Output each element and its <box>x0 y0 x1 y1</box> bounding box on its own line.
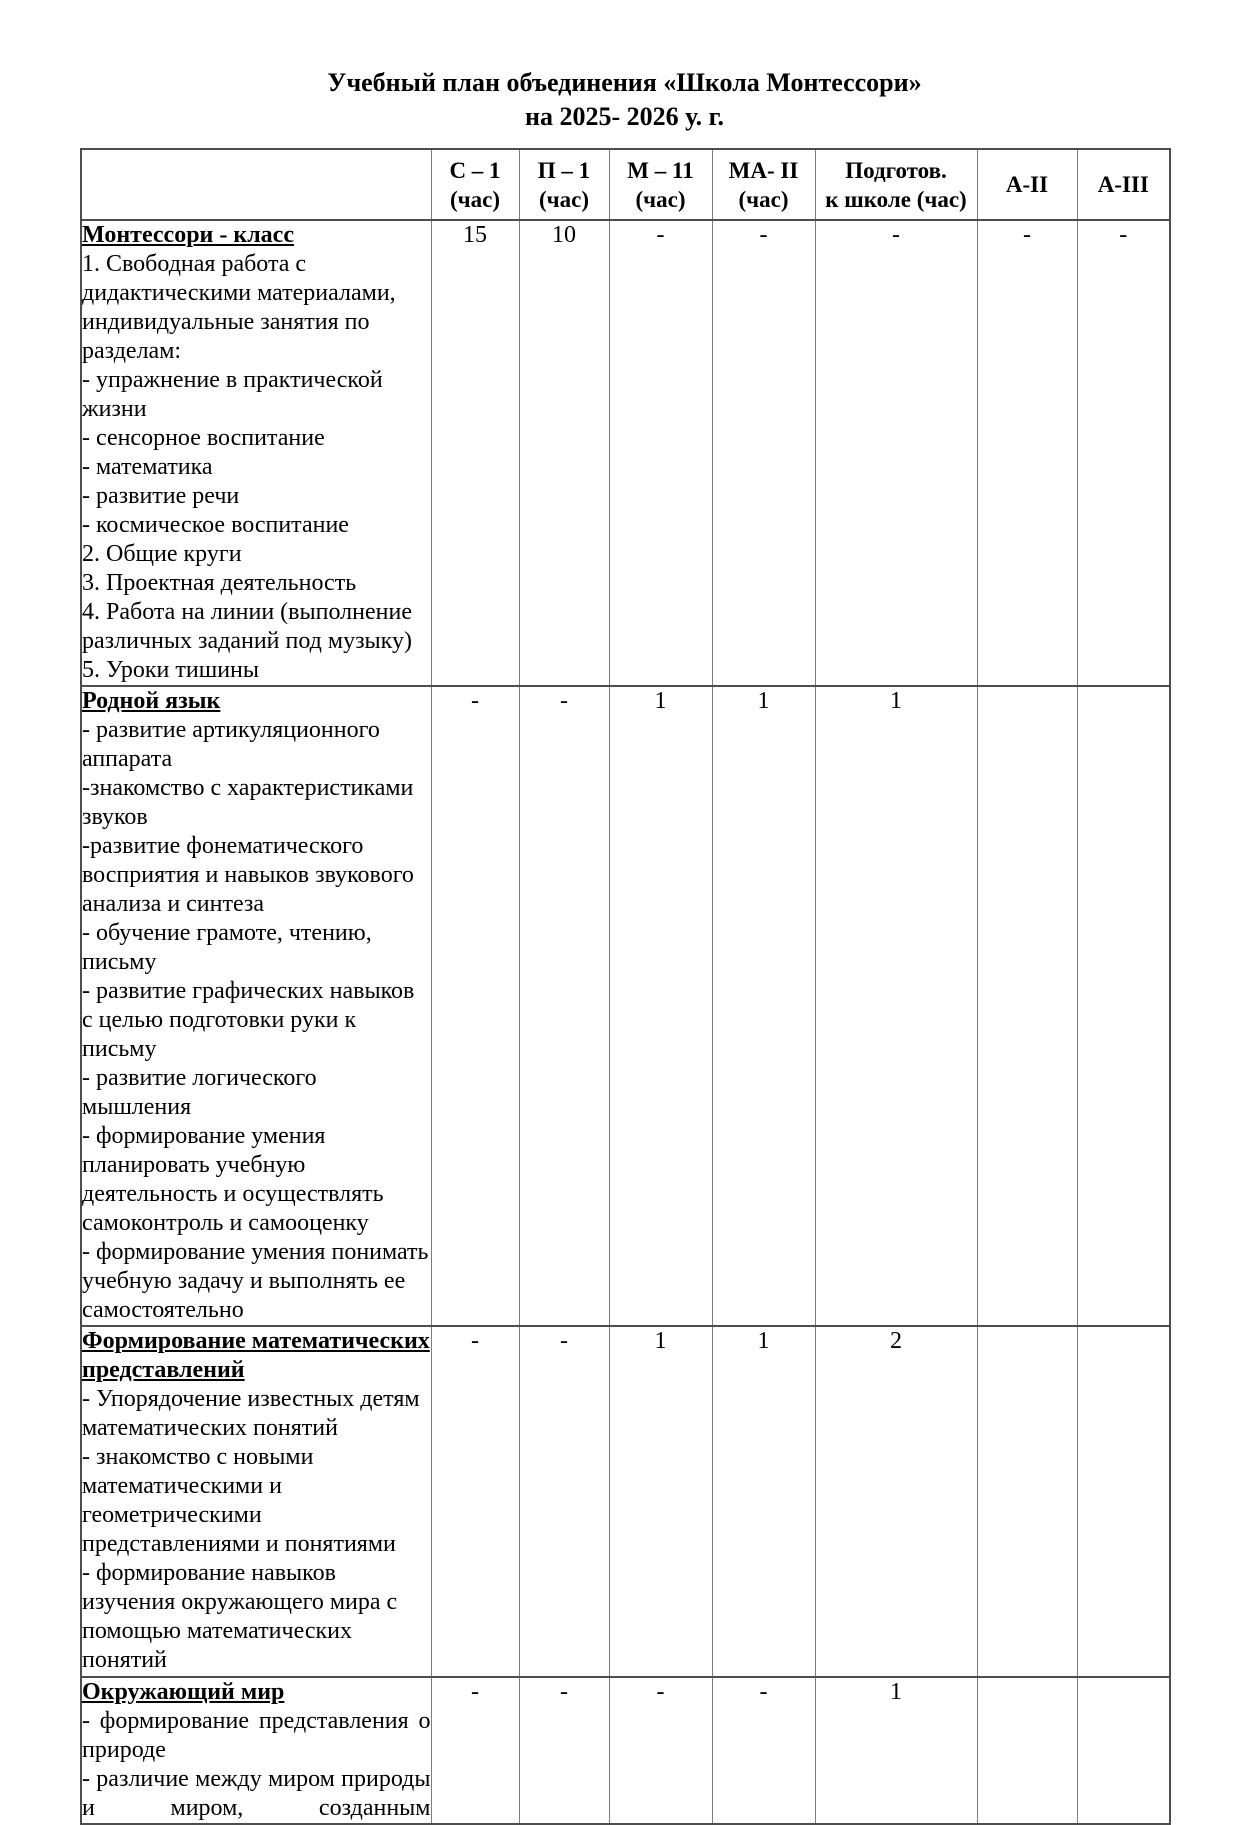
section-paragraph: - знакомство с новыми математическими и геометрическими представлениями и понятиями <box>82 1444 396 1557</box>
section-cell <box>81 220 431 686</box>
table-row <box>81 1326 1170 1677</box>
hours-cell: - <box>815 220 977 686</box>
column-header-line2: (час) <box>738 186 789 212</box>
section-paragraph: 5. Уроки тишины <box>82 657 260 683</box>
section-title: Окружающий мир <box>82 1679 285 1705</box>
section-paragraph: - Упорядочение известных детям математических понятий <box>82 1386 420 1441</box>
section-paragraph: 4. Работа на линии (выполнение различных заданий под музыку) <box>82 599 412 654</box>
section-description <box>82 716 431 1325</box>
column-header-line2: к школе (час) <box>825 186 967 212</box>
hours-cell: 1 <box>815 686 977 1326</box>
column-header <box>712 149 815 220</box>
column-header-line1: М – 11 <box>627 157 694 183</box>
column-header <box>815 149 977 220</box>
document-subtitle: на 2025- 2026 у. г. <box>525 102 724 131</box>
column-header-line1: А-III <box>1097 172 1149 197</box>
section-paragraph: - развитие артикуляционного аппарата <box>82 717 380 772</box>
hours-cell: - <box>431 686 519 1326</box>
hours-cell: 1 <box>609 1326 712 1677</box>
section-paragraph: - развитие логического мышления <box>82 1065 317 1120</box>
hours-cell: - <box>431 1326 519 1677</box>
column-header <box>977 149 1077 220</box>
table-row <box>81 1677 1170 1824</box>
hours-cell: - <box>519 686 609 1326</box>
hours-cell <box>977 1326 1077 1677</box>
hours-cell: 1 <box>712 1326 815 1677</box>
hours-cell: - <box>1077 220 1170 686</box>
section-paragraph: 3. Проектная деятельность <box>82 570 357 596</box>
section-paragraph: - упражнение в практической жизни <box>82 367 383 422</box>
column-header <box>1077 149 1170 220</box>
section-paragraph: 1. Свободная работа с дидактическими материалами, индивидуальные занятия по разделам: <box>82 251 396 364</box>
hours-cell: 1 <box>712 686 815 1326</box>
column-header-line2: (час) <box>450 186 500 212</box>
table-row <box>81 686 1170 1326</box>
section-paragraph: - формирование представления о природе <box>82 1708 431 1763</box>
hours-cell <box>977 1677 1077 1824</box>
section-title: Родной язык <box>82 688 221 714</box>
section-cell <box>81 1326 431 1677</box>
column-header-line2: (час) <box>539 186 589 212</box>
hours-cell <box>1077 686 1170 1326</box>
document-title: Учебный план объединения «Школа Монтессори» <box>327 68 922 97</box>
hours-cell: 10 <box>519 220 609 686</box>
column-header-line1: С – 1 <box>449 157 501 183</box>
hours-cell <box>977 686 1077 1326</box>
document-title-block <box>80 66 1169 134</box>
section-paragraph: - математика <box>82 454 213 480</box>
column-header-line1: МА- II <box>728 157 799 183</box>
hours-cell: - <box>431 1677 519 1824</box>
hours-cell: - <box>712 1677 815 1824</box>
hours-cell: 1 <box>815 1677 977 1824</box>
section-description <box>82 1385 431 1675</box>
hours-cell: 15 <box>431 220 519 686</box>
hours-cell: - <box>977 220 1077 686</box>
section-paragraph: - формирование умения планировать учебную деятельность и осуществлять самоконтроль и самооценку <box>82 1123 384 1236</box>
section-paragraph: -знакомство с характеристиками звуков <box>82 775 414 830</box>
column-header-line1: Подготов. <box>845 157 947 183</box>
hours-cell: - <box>519 1677 609 1824</box>
curriculum-table <box>80 148 1171 1825</box>
table-row <box>81 220 1170 686</box>
section-title: Формирование математических представлений <box>82 1328 430 1383</box>
section-cell <box>81 1677 431 1824</box>
hours-cell: - <box>712 220 815 686</box>
section-paragraph: - развитие графических навыков с целью подготовки руки к письму <box>82 978 415 1062</box>
section-description <box>82 1707 431 1823</box>
section-description <box>82 250 431 685</box>
column-header-line2: (час) <box>635 186 686 212</box>
section-paragraph: - формирование умения понимать учебную задачу и выполнять ее самостоятельно <box>82 1239 429 1323</box>
section-paragraph: - сенсорное воспитание <box>82 425 325 451</box>
column-header-line1: П – 1 <box>537 157 591 183</box>
section-paragraph: 2. Общие круги <box>82 541 242 567</box>
document-page <box>0 66 1240 1821</box>
hours-cell: - <box>609 1677 712 1824</box>
column-header <box>81 149 431 220</box>
hours-cell: 2 <box>815 1326 977 1677</box>
hours-cell <box>1077 1326 1170 1677</box>
section-title: Монтессори - класс <box>82 222 294 248</box>
header-row <box>81 149 1170 220</box>
hours-cell <box>1077 1677 1170 1824</box>
section-paragraph: -развитие фонематического восприятия и навыков звукового анализа и синтеза <box>82 833 414 917</box>
column-header <box>519 149 609 220</box>
section-paragraph: - космическое воспитание <box>82 512 349 538</box>
section-paragraph: - развитие речи <box>82 483 240 509</box>
hours-cell: - <box>519 1326 609 1677</box>
section-cell <box>81 686 431 1326</box>
section-paragraph: - формирование навыков изучения окружающего мира с помощью математических понятий <box>82 1560 398 1673</box>
section-paragraph: - обучение грамоте, чтению, письму <box>82 920 372 975</box>
section-paragraph: - различие между миром природы и миром, созданным <box>82 1766 431 1821</box>
column-header <box>431 149 519 220</box>
column-header <box>609 149 712 220</box>
hours-cell: 1 <box>609 686 712 1326</box>
hours-cell: - <box>609 220 712 686</box>
column-header-line1: А-II <box>1005 172 1049 197</box>
